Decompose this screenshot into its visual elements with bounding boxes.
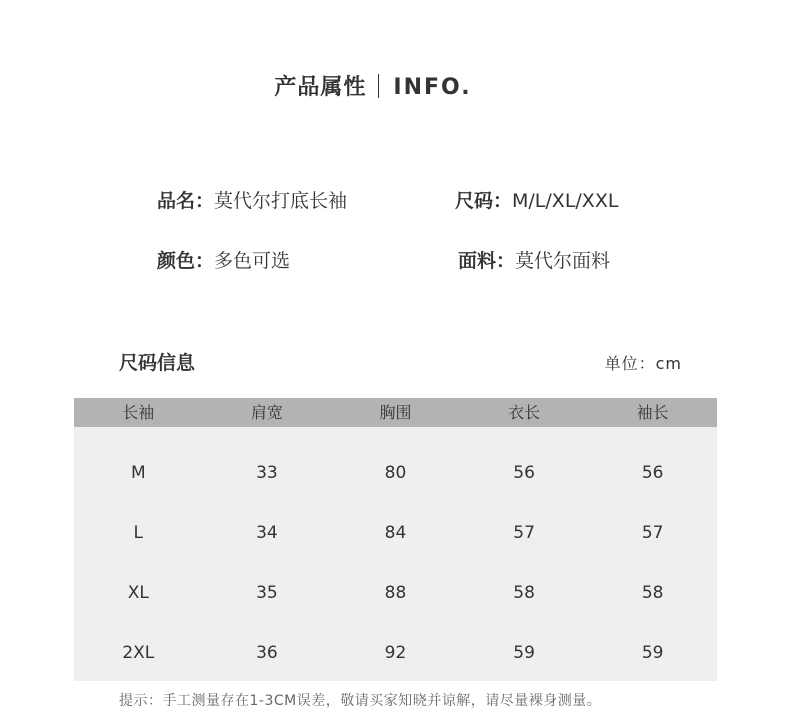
section-title-cn: 产品属性 [274,75,367,100]
table-cell: 88 [384,583,407,603]
size-table [74,398,717,681]
table-cell: 84 [384,523,407,543]
attr-value: 莫代尔打底长袖 [214,190,348,212]
attr-label: 品名： [157,190,215,212]
table-cell: XL [127,583,149,603]
table-cell: 92 [384,643,407,663]
attr-value: 多色可选 [214,250,291,272]
attr-label: 尺码： [455,190,513,212]
table-row [74,503,717,563]
table-cell: 36 [256,643,278,663]
table-cell: 35 [256,583,278,603]
section-title-en: INFO. [393,75,472,100]
table-row [74,563,717,623]
table-cell: 57 [513,523,535,543]
title-divider [378,74,379,98]
table-cell: 58 [641,583,664,603]
attr-value: M/L/XL/XXL [512,190,619,212]
column-header: 胸围 [379,403,412,422]
unit-label: 单位：cm [604,354,682,373]
table-cell: 2XL [122,643,155,663]
table-header [74,398,717,427]
measurement-note: 提示：手工测量存在1-3CM误差，敬请买家知晓并谅解，请尽量裸身测量。 [119,693,602,709]
attr-label: 颜色： [157,250,215,272]
attr-material [458,246,610,273]
table-cell: 80 [384,463,407,483]
table-cell: 57 [641,523,664,543]
table-cell: 58 [513,583,535,603]
table-row [74,623,717,683]
attr-product-name [157,186,347,213]
table-cell: 56 [641,463,664,483]
column-header: 肩宽 [250,403,283,422]
attr-value: 莫代尔面料 [515,250,611,272]
table-row [74,443,717,503]
attr-size [455,186,618,213]
attr-color [157,246,290,273]
table-cell: M [130,463,146,483]
table-cell: 34 [256,523,278,543]
column-header: 衣长 [508,403,541,422]
table-cell: 56 [513,463,535,483]
section-title [0,70,746,101]
attr-label: 面料： [458,250,516,272]
column-header: 长袖 [122,403,155,422]
table-cell: L [133,523,144,543]
table-cell: 59 [641,643,664,663]
table-cell: 33 [256,463,278,483]
table-body [74,427,717,683]
size-info-heading: 尺码信息 [119,352,196,374]
table-cell: 59 [513,643,535,663]
column-header: 袖长 [636,403,669,422]
